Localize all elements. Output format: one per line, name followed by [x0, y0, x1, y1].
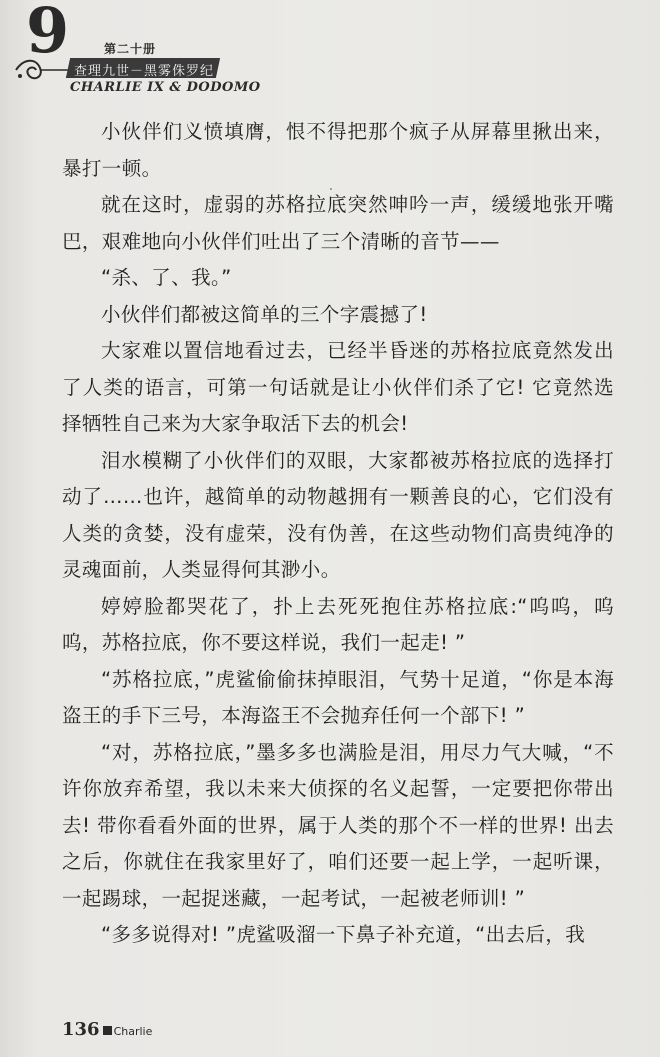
footer-label: Charlie [113, 1025, 153, 1038]
paragraph: 婷婷脸都哭花了，扑上去死死抱住苏格拉底:“呜呜，呜呜，苏格拉底，你不要这样说，我们一起走! ” [62, 594, 614, 654]
paragraph: 小伙伴们都被这简单的三个字震撼了! [101, 302, 428, 326]
paragraph: 小伙伴们义愤填膺，恨不得把那个疯子从屏幕里揪出来，暴打一顿。 [62, 120, 614, 180]
body-text [62, 114, 614, 954]
paragraph: 泪水模糊了小伙伴们的双眼，大家都被苏格拉底的选择打动了……也许，越简单的动物越拥有一颗善良的心，它们没有人类的贪婪，没有虚荣，没有伪善，在这些动物们高贵纯净的灵魂面前，人类显得何其渺小。 [62, 448, 614, 581]
paragraph: “苏格拉底，”虎鲨偷偷抹掉眼泪，气势十足道，“你是本海盗王的手下三号，本海盗王不会抛弃任何一个部下! ” [62, 667, 614, 727]
page-footer [62, 1019, 152, 1040]
square-mark-icon [103, 1026, 112, 1035]
paragraph: 就在这时，虚弱的苏格拉底突然呻吟一声，缓缓地张开嘴巴，艰难地向小伙伴们吐出了三个清晰的音节—— [62, 193, 614, 253]
paragraph: 大家难以置信地看过去，已经半昏迷的苏格拉底竟然发出了人类的语言，可第一句话就是让小伙伴们杀了它! 它竟然选择牺牲自己来为大家争取活下去的机会! [62, 339, 614, 435]
volume-label: 第二十册 [104, 42, 157, 56]
english-title: CHARLIE IX & DODOMO [70, 80, 261, 95]
paragraph: “多多说得对! ”虎鲨吸溜一下鼻子补充道，“出去后，我 [101, 923, 586, 946]
series-title: 查理九世－黑雾侏罗纪 [74, 64, 215, 79]
chapter-number: 9 [26, 0, 70, 67]
scan-speck [330, 188, 332, 190]
page-number: 136 [62, 1019, 100, 1040]
paragraph: “对，苏格拉底，”墨多多也满脸是泪，用尽力气大喊，“不许你放弃希望，我以未来大侦探的名义起誓，一定要把你带出去! 带你看看外面的世界，属于人类的那个不一样的世界! 出去之后，你就住在我家里好了，咱们还要一起上学，一起听课，一起踢球，一起捉迷藏，一起考试，一起被老师训! ” [62, 740, 614, 910]
paragraph: “杀、了、我。” [101, 266, 232, 289]
running-header [14, 0, 374, 96]
